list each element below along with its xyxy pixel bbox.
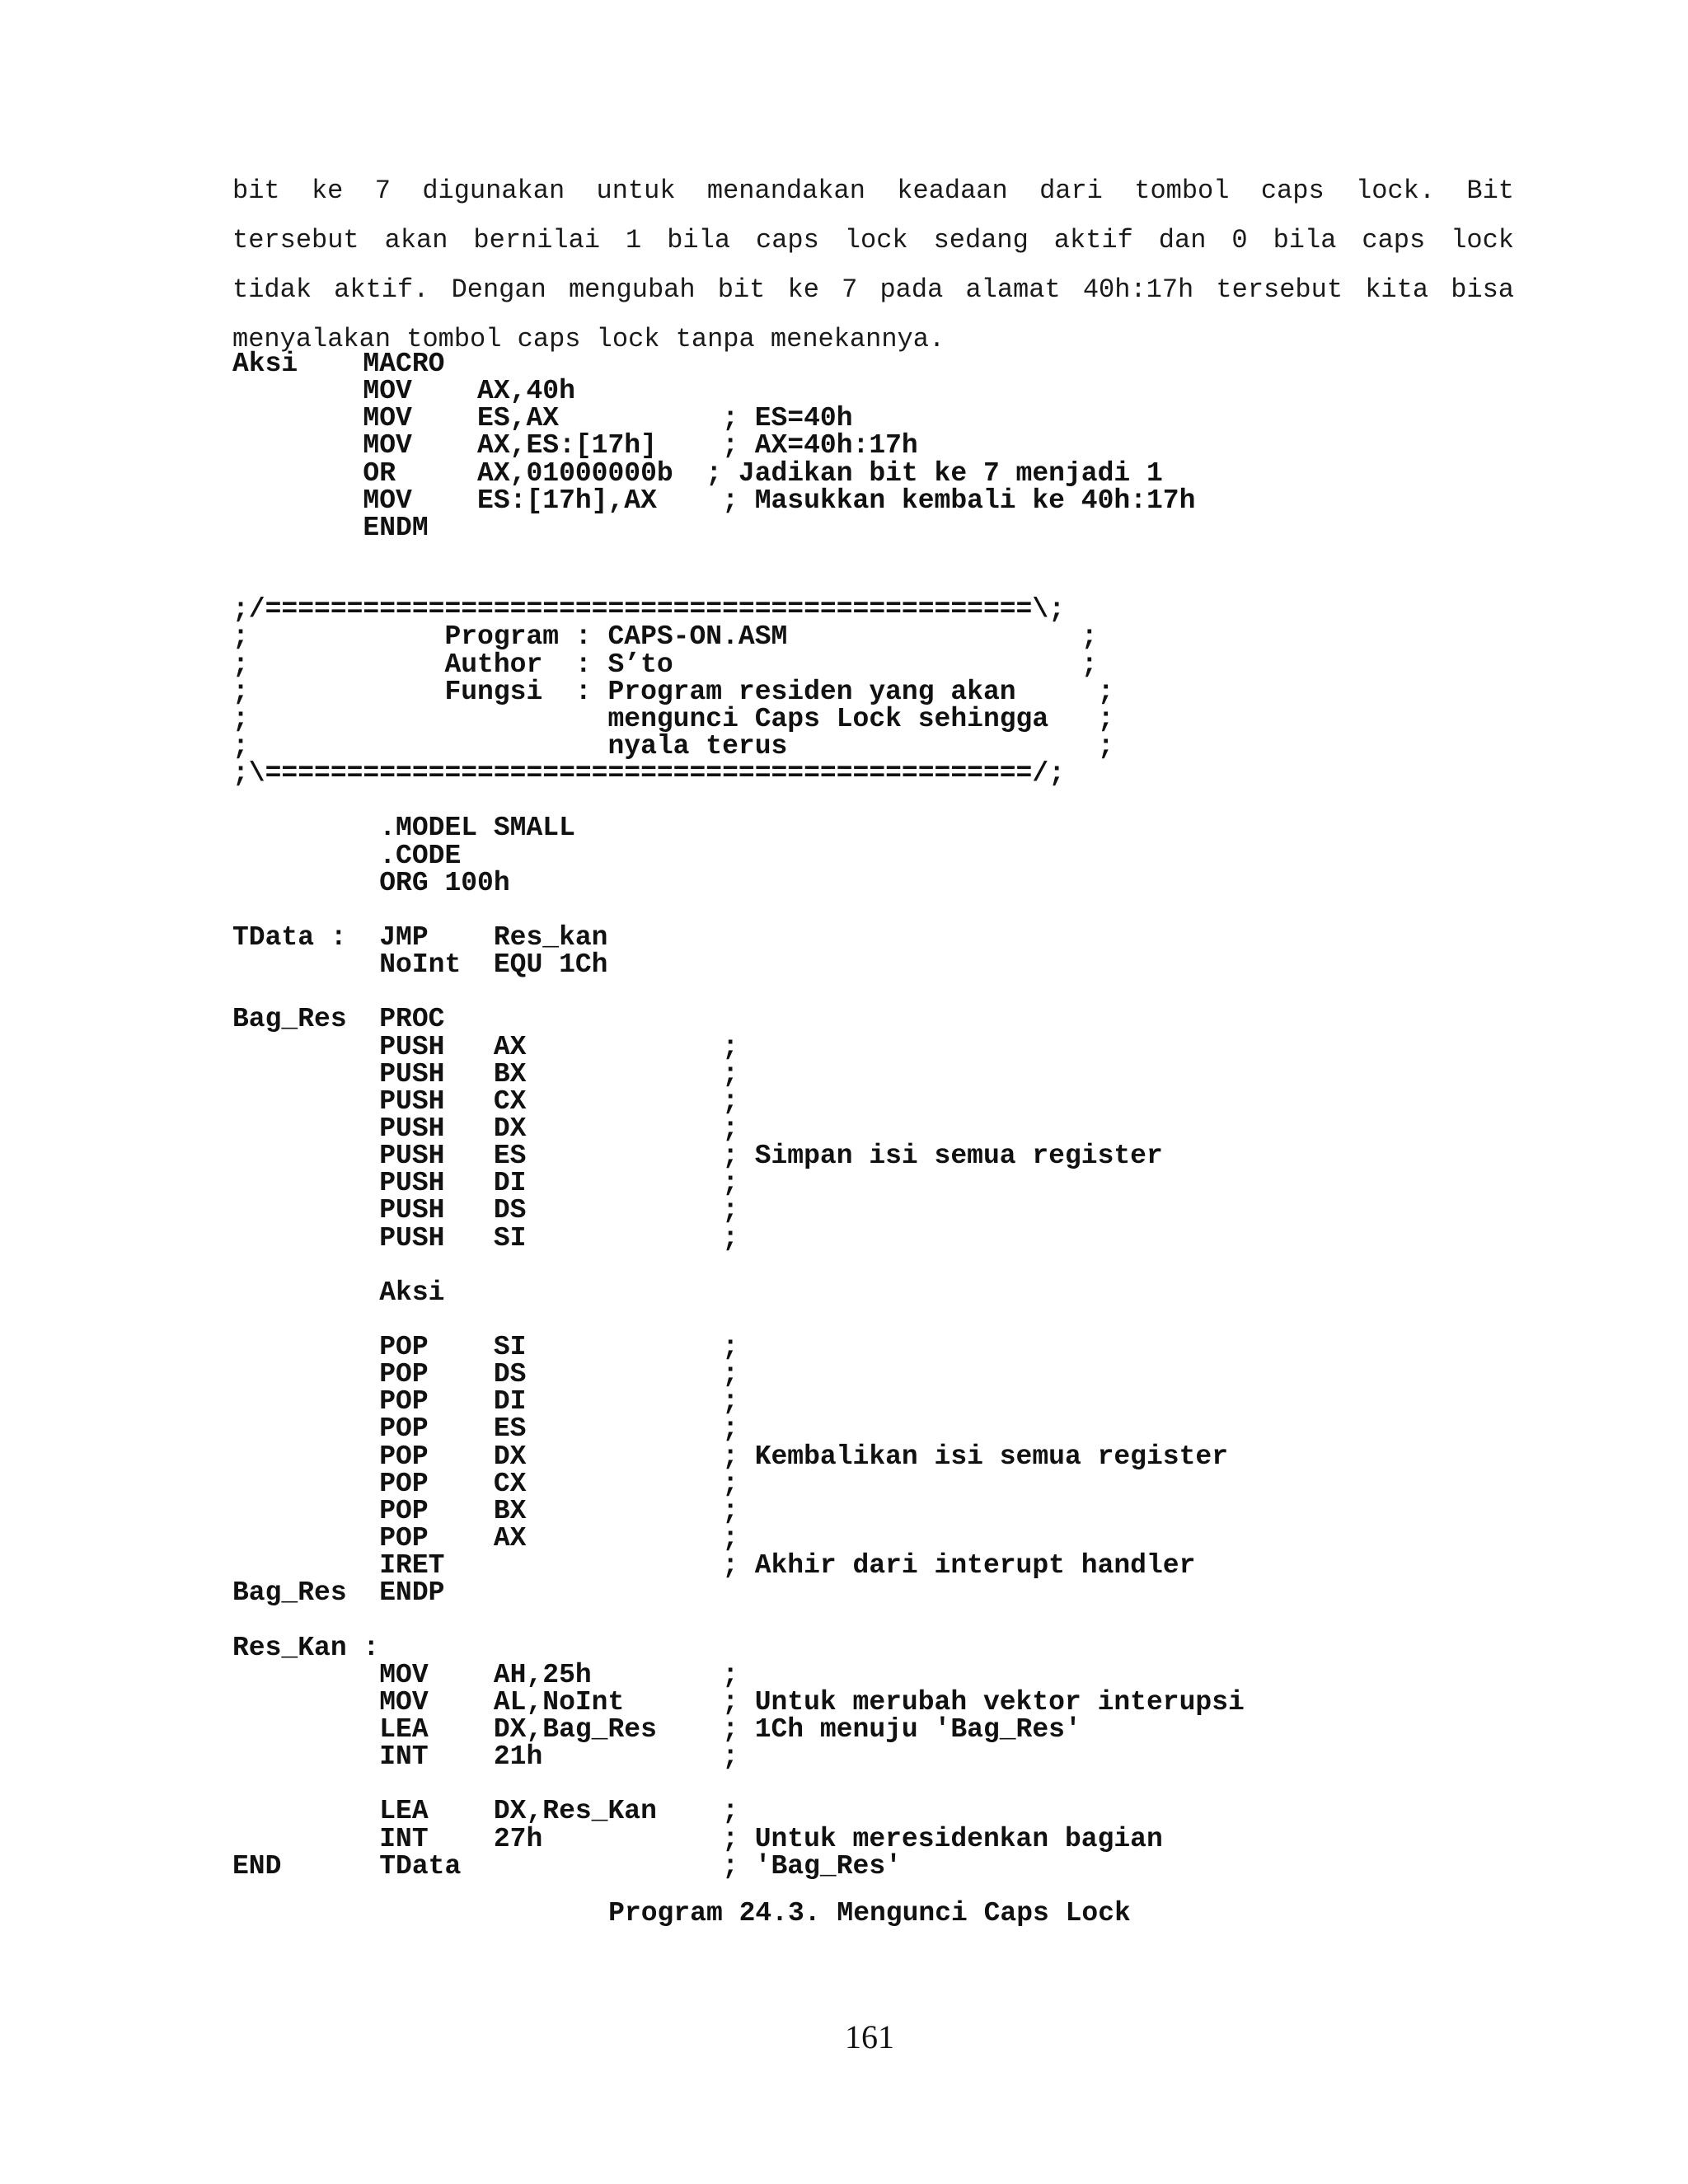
- code-line: POP DX ; Kembalikan isi semua register: [232, 1441, 1228, 1472]
- code-line: MOV AH,25h ;: [232, 1659, 738, 1690]
- code-line: PUSH SI ;: [232, 1222, 738, 1254]
- code-line: ; mengunci Caps Lock sehingga ;: [232, 703, 1114, 734]
- code-line: .MODEL SMALL: [232, 813, 575, 844]
- code-line: Aksi: [232, 1277, 445, 1308]
- paragraph-line: menyalakan tombol caps lock tanpa menekannya.: [232, 324, 945, 354]
- code-line: ;/===============================================\;: [232, 594, 1065, 626]
- code-line: POP DS ;: [232, 1359, 738, 1390]
- code-line: PUSH AX ;: [232, 1031, 738, 1062]
- code-line: Aksi MACRO: [232, 349, 445, 379]
- code-line: [232, 569, 1245, 596]
- code-line: [232, 1770, 1245, 1797]
- code-line: END TData ; 'Bag_Res': [232, 1850, 902, 1882]
- paragraph-line: bit ke 7 digunakan untuk menandakan keadaan dari tombol caps lock. Bit: [232, 176, 1514, 206]
- paragraph-line: tidak aktif. Dengan mengubah bit ke 7 pada alamat 40h:17h tersebut kita bisa: [232, 274, 1514, 305]
- code-line: MOV AL,NoInt ; Untuk merubah vektor interupsi: [232, 1686, 1245, 1718]
- code-line: INT 27h ; Untuk meresidenkan bagian: [232, 1823, 1163, 1854]
- code-line: POP ES ;: [232, 1413, 738, 1445]
- code-line: MOV ES:[17h],AX ; Masukkan kembali ke 40h:17h: [232, 485, 1196, 516]
- code-line: POP SI ;: [232, 1332, 738, 1363]
- code-line: [232, 787, 1245, 814]
- code-listing: [232, 350, 1245, 1880]
- code-line: POP BX ;: [232, 1495, 738, 1526]
- code-line: PUSH DI ;: [232, 1168, 738, 1199]
- code-line: PUSH ES ; Simpan isi semua register: [232, 1141, 1163, 1172]
- code-line: PUSH BX ;: [232, 1058, 738, 1090]
- code-line: PUSH DS ;: [232, 1195, 738, 1226]
- code-line: Bag_Res ENDP: [232, 1577, 445, 1609]
- code-line: NoInt EQU 1Ch: [232, 949, 608, 981]
- code-line: MOV ES,AX ; ES=40h: [232, 403, 853, 434]
- code-line: LEA DX,Res_Kan ;: [232, 1796, 738, 1827]
- code-line: IRET ; Akhir dari interupt handler: [232, 1550, 1196, 1582]
- code-line: ORG 100h: [232, 867, 510, 898]
- code-line: [232, 897, 1245, 924]
- code-line: [232, 1306, 1245, 1333]
- code-line: ; Author : S’to ;: [232, 649, 1098, 680]
- code-line: Bag_Res PROC: [232, 1004, 445, 1035]
- code-line: LEA DX,Bag_Res ; 1Ch menuju 'Bag_Res': [232, 1714, 1081, 1746]
- code-line: POP AX ;: [232, 1523, 738, 1554]
- code-line: POP DI ;: [232, 1386, 738, 1418]
- page-number: 161: [845, 2018, 894, 2055]
- code-line: POP CX ;: [232, 1468, 738, 1499]
- code-line: [232, 1606, 1245, 1633]
- code-line: ; nyala terus ;: [232, 730, 1114, 762]
- code-line: MOV AX,ES:[17h] ; AX=40h:17h: [232, 430, 918, 462]
- code-line: ;\===============================================/;: [232, 758, 1065, 790]
- code-line: [232, 1252, 1245, 1279]
- code-line: .CODE: [232, 840, 462, 871]
- code-line: OR AX,01000000b ; Jadikan bit ke 7 menjadi 1: [232, 457, 1163, 489]
- code-line: TData : JMP Res_kan: [232, 921, 608, 953]
- code-line: Res_Kan :: [232, 1632, 380, 1663]
- code-line: [232, 978, 1245, 1005]
- code-line: ; Program : CAPS-ON.ASM ;: [232, 621, 1098, 653]
- code-line: ; Fungsi : Program residen yang akan ;: [232, 676, 1114, 707]
- code-line: ENDM: [232, 512, 429, 543]
- code-line: [232, 541, 1245, 569]
- paragraph-line: tersebut akan bernilai 1 bila caps lock sedang aktif dan 0 bila caps lock: [232, 225, 1514, 255]
- code-line: PUSH CX ;: [232, 1085, 738, 1117]
- code-line: MOV AX,40h: [232, 376, 575, 407]
- intro-paragraph: [232, 166, 1514, 364]
- code-line: INT 21h ;: [232, 1741, 738, 1773]
- listing-caption: Program 24.3. Mengunci Caps Lock: [608, 1898, 1131, 1929]
- code-line: PUSH DX ;: [232, 1113, 738, 1144]
